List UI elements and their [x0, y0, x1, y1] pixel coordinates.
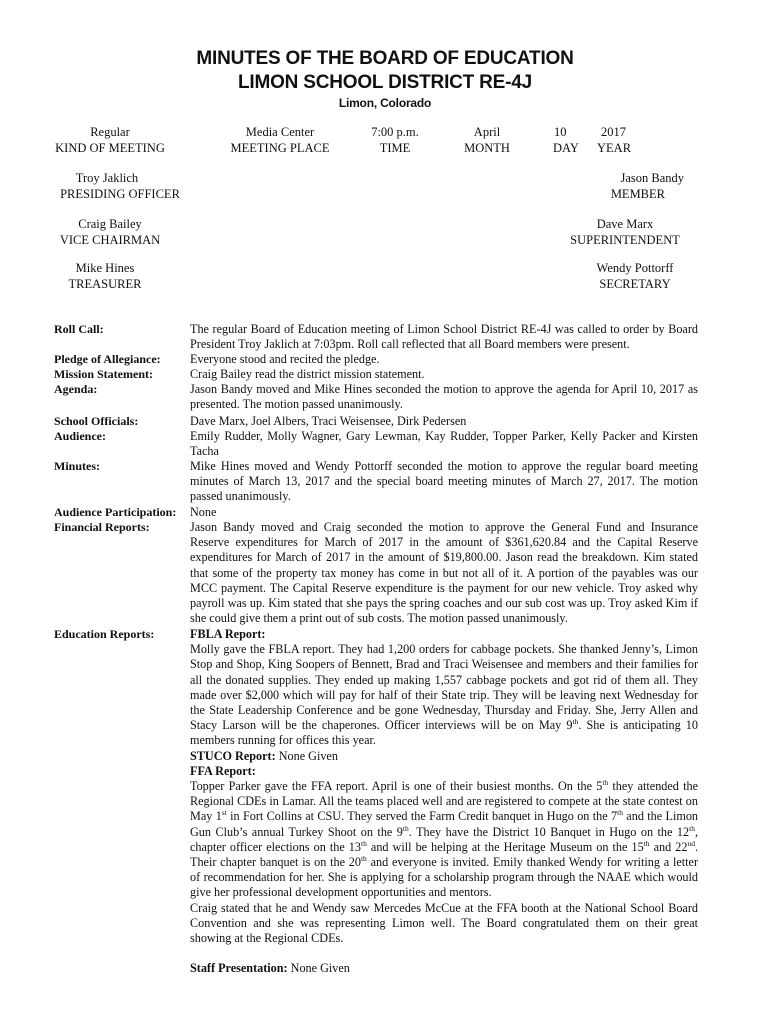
kind-value: Regular [90, 125, 130, 139]
staff-presentation [190, 961, 698, 976]
vice-name: Craig Bailey [78, 217, 142, 231]
treasurer-name: Mike Hines [75, 261, 135, 275]
ffa-heading: FFA Report: [190, 763, 256, 778]
location: Limon, Colorado [338, 96, 432, 110]
kind-label: KIND OF MEETING [55, 140, 165, 155]
presiding-officer [40, 171, 200, 202]
minutes-label: Minutes: [54, 459, 100, 473]
ffa-report-continued: Craig stated that he and Wendy saw Mercedes McCue at the FFA booth at the National School Board Convention and she was representing Limon well. The Board congratulated them on their great showing at the Regional CDEs. [190, 900, 698, 946]
vice-title: VICE CHAIRMAN [59, 232, 161, 247]
place-label: MEETING PLACE [230, 140, 330, 155]
presiding-title: PRESIDING OFFICER [60, 186, 180, 201]
secretary-name: Wendy Pottorff [596, 261, 674, 275]
kind-of-meeting [40, 125, 180, 156]
member-title: MEMBER [610, 186, 665, 201]
year-label: YEAR [597, 140, 632, 155]
pledge-label: Pledge of Allegiance: [54, 352, 161, 366]
roll-call-text: The regular Board of Education meeting of Limon School District RE-4J was called to order by Board President Troy Jaklich at 7:03pm. Roll call reflected that all Board members were present. [190, 322, 698, 352]
day-label: DAY [553, 140, 579, 155]
supt-title: SUPERINTENDENT [570, 232, 680, 247]
meeting-day [540, 125, 590, 156]
meeting-time [355, 125, 435, 156]
minutes-text: Mike Hines moved and Wendy Pottorff seconded the motion to approve the regular board meeting minutes of March 13, 2017 and the special board meeting minutes of March 27, 2017. The motion passed unanimously. [190, 459, 698, 504]
staff-text: None Given [287, 961, 350, 975]
financial-text: Jason Bandy moved and Craig seconded the motion to approve the General Fund and Insurance Reserve expenditures for March of 2017 in the amount of $361,620.84 and the Capital Reserve expenditures for March of 2017 in the amount of $19,800.00. Jason read the breakdown. Kim stated that some of the property tax money has come in but not all of it. A portion of the payables was our MCC payment. The Capital Reserve expenditure is the payment for our new vehicle. Troy asked why payroll was up. Kim stated that she pays the spring coaches and our sub cost was up. Troy asked Kim if she could give them a print out of sub costs. The motion passed unanimously. [190, 520, 698, 626]
presiding-name: Troy Jaklich [75, 171, 139, 185]
roll-call-label: Roll Call: [54, 322, 104, 336]
meeting-year [597, 125, 657, 156]
staff-heading: Staff Presentation: [190, 961, 288, 975]
fbla-report: Molly gave the FBLA report. They had 1,200 orders for cabbage pockets. She thanked Jenny’s, Limon Stop and Shop, King Soopers of Bennett, Brad and Traci Weisensee and members and their families for all the donated supplies. They ended up making 1,557 cabbage pockets and got rid of them all. They made over $2,000 which will pay for half of their State trip. They will be leaving next Wednesday for the State Leadership Conference and be gone Wednesday, Thursday and Friday. She, Jerry Allen and Stacy Larson will be the chaperones. Officer interviews will be on May 9th. She is anticipating 10 members running for offices this year. [190, 642, 698, 748]
member [560, 171, 690, 202]
secretary-title: SECRETARY [599, 276, 671, 291]
year-value: 2017 [601, 125, 626, 139]
participation-text: None [190, 505, 217, 519]
place-value: Media Center [245, 125, 315, 139]
mission-label: Mission Statement: [54, 367, 153, 381]
time-label: TIME [379, 140, 411, 155]
pledge-text: Everyone stood and recited the pledge. [190, 352, 380, 366]
audience-label: Audience: [54, 429, 106, 443]
mission-text: Craig Bailey read the district mission statement. [190, 367, 425, 381]
financial-label: Financial Reports: [54, 520, 150, 534]
member-name: Jason Bandy [620, 171, 684, 185]
time-value: 7:00 p.m. [371, 125, 419, 139]
participation-label: Audience Participation: [54, 505, 177, 519]
secretary [570, 261, 700, 292]
audience-text: Emily Rudder, Molly Wagner, Gary Lewman, Kay Rudder, Topper Parker, Kelly Packer and Kirsten Tacha [190, 429, 698, 459]
superintendent [560, 217, 690, 248]
education-label: Education Reports: [54, 627, 155, 641]
stuco-heading: STUCO Report: [190, 748, 276, 763]
meeting-month [447, 125, 527, 156]
district-name: LIMON SCHOOL DISTRICT RE-4J [237, 72, 533, 93]
treasurer-title: TREASURER [68, 276, 142, 291]
vice-chairman [40, 217, 180, 248]
education-reports [190, 627, 698, 946]
meeting-place [215, 125, 345, 156]
agenda-label: Agenda: [54, 382, 98, 396]
ffa-report: Topper Parker gave the FFA report. April is one of their busiest months. On the 5th they attended the Regional CDEs in Lamar. All the teams placed well and are registered to compete at the state contest on May 1st in Fort Collins at CSU. They served the Farm Credit banquet in Hugo on the 7th and the Limon Gun Club’s annual Turkey Shoot on the 9th. They have the District 10 Banquet in Hugo on the 12th, chapter officer elections on the 13th and will be helping at the Heritage Museum on the 15th and 22nd. Their chapter banquet is on the 20th and everyone is invited. Emily thanked Wendy for writing a letter of recommendation for her. She is applying for a scholarship program through the NAAE which would give her professional development opportunities and mentors. [190, 777, 699, 900]
supt-name: Dave Marx [596, 217, 654, 231]
stuco-report: STUCO Report: None Given [190, 748, 338, 763]
treasurer [40, 261, 170, 292]
officials-label: School Officials: [54, 414, 139, 428]
document-title: MINUTES OF THE BOARD OF EDUCATION [196, 48, 574, 69]
month-value: April [473, 125, 501, 139]
officials-text: Dave Marx, Joel Albers, Traci Weisensee, Dirk Pedersen [190, 414, 467, 428]
day-value: 10 [554, 125, 567, 139]
agenda-text: Jason Bandy moved and Mike Hines seconded the motion to approve the agenda for April 10, 2017 as presented. The motion passed unanimously. [190, 382, 698, 412]
month-label: MONTH [464, 140, 510, 155]
fbla-heading: FBLA Report: [190, 627, 266, 641]
